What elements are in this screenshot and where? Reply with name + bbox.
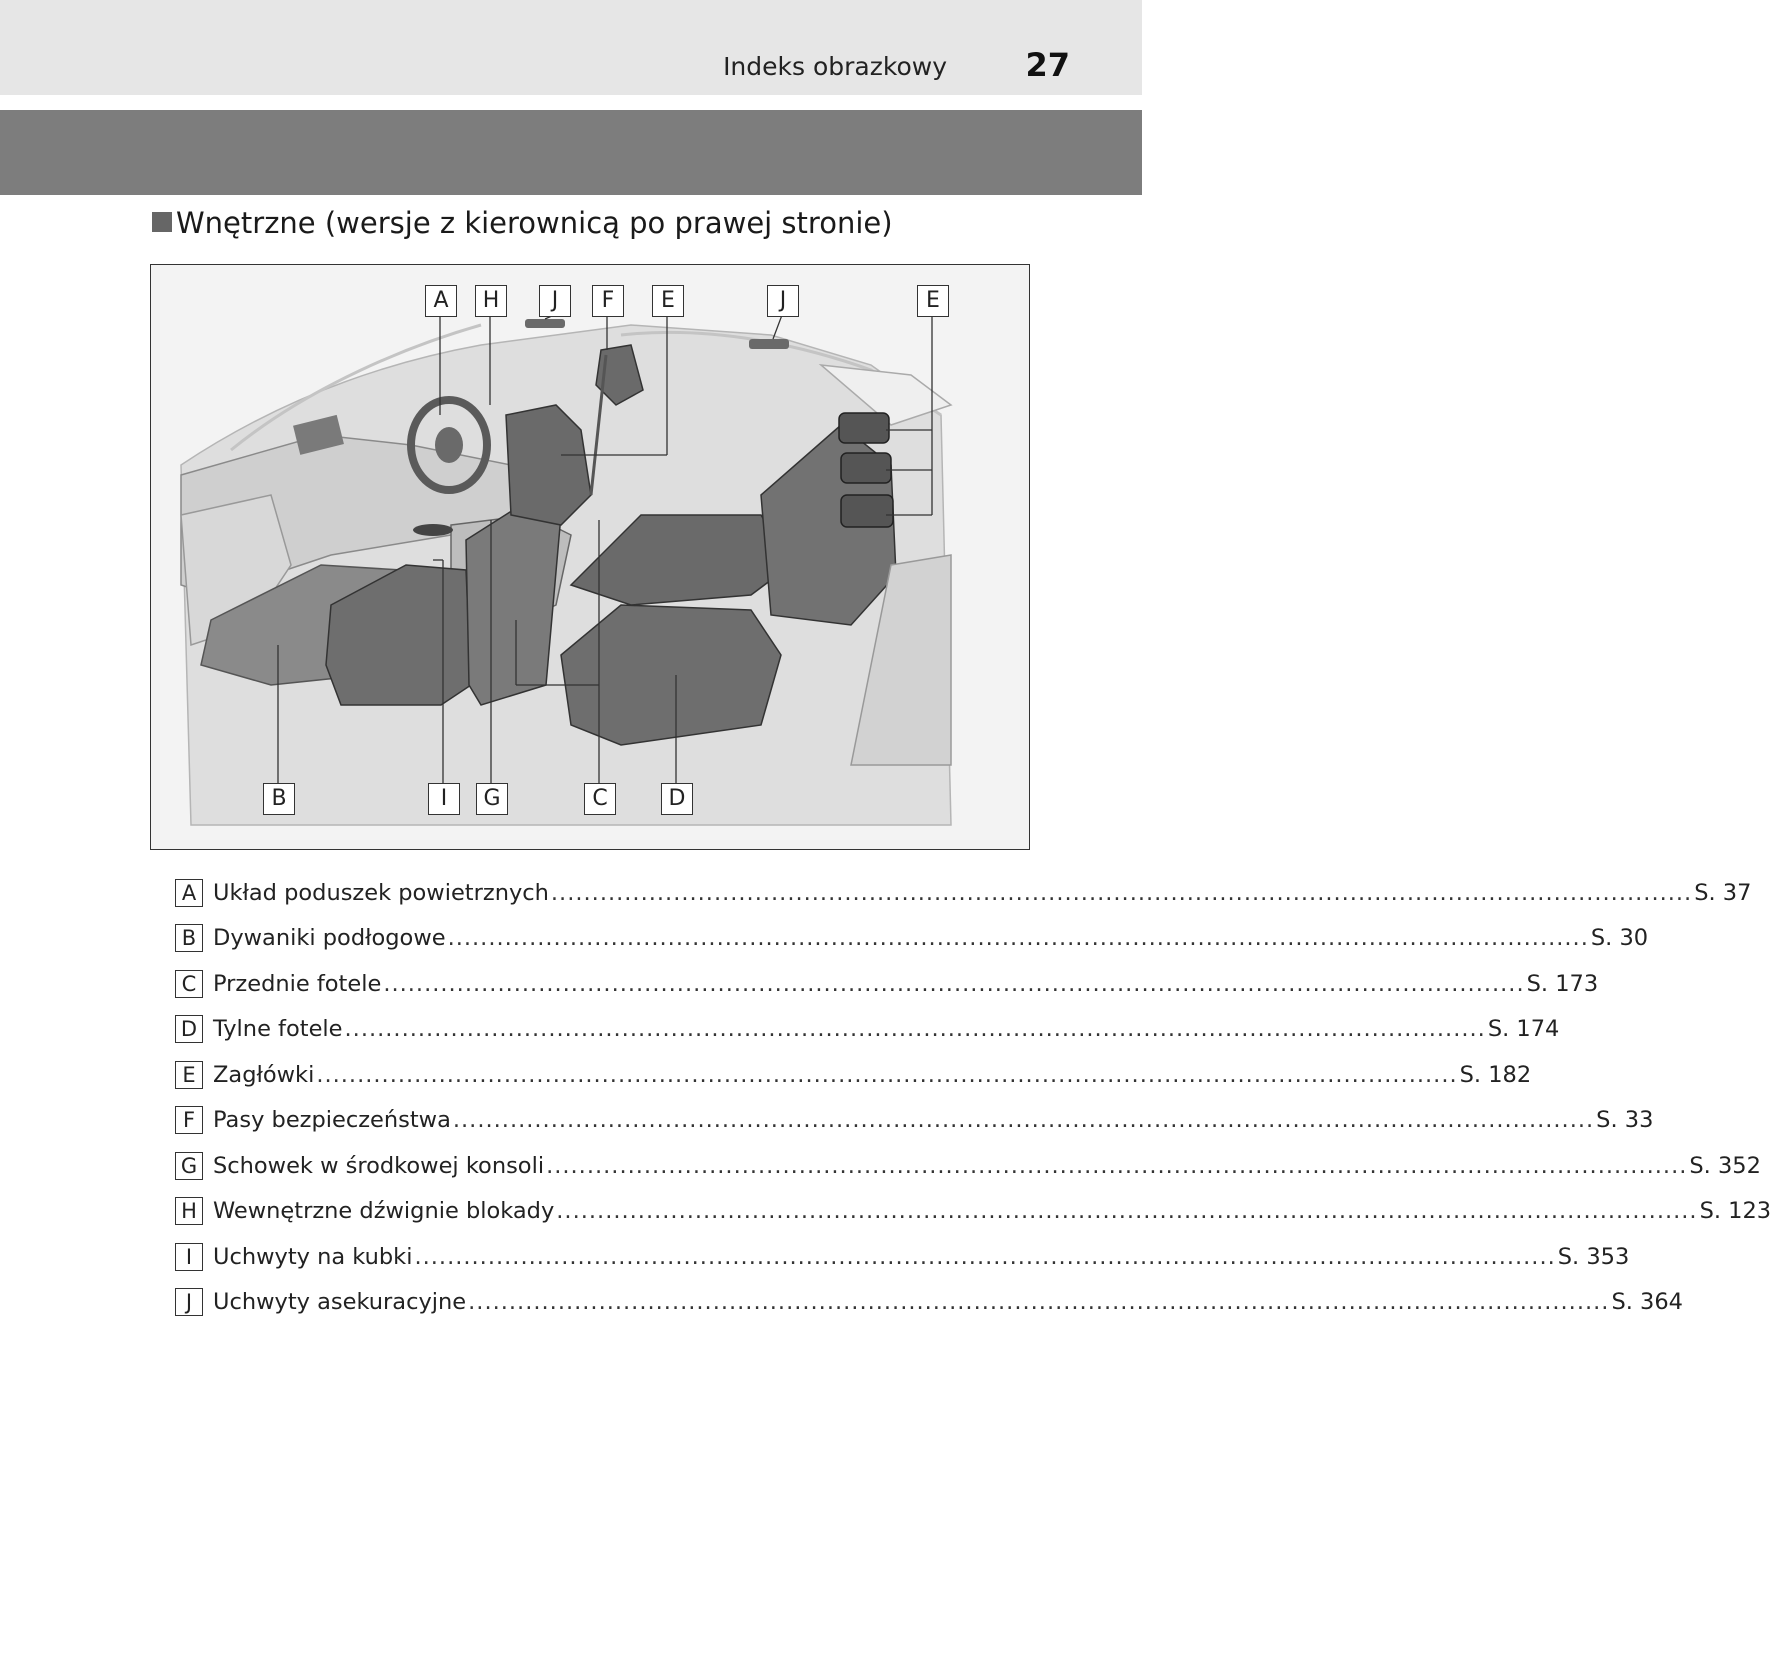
legend-row (175, 1007, 1560, 1053)
page-reference[interactable]: S. 352 (1689, 1152, 1761, 1179)
legend-label: Uchwyty na kubki (213, 1243, 413, 1270)
leader-dots: ............................................................................................................................................ (550, 879, 1693, 906)
legend-key: B (175, 924, 203, 952)
legend-row (175, 961, 1599, 1007)
page-reference[interactable]: S. 173 (1526, 970, 1599, 997)
callout-a-top: A (425, 285, 457, 317)
page-reference[interactable]: S. 30 (1590, 925, 1649, 952)
callout-e-top-2: E (917, 285, 949, 317)
legend-label: Układ poduszek powietrznych (213, 879, 549, 906)
legend-key: C (175, 970, 203, 998)
heading-square-icon (152, 212, 172, 232)
callout-j-top-1: J (539, 285, 571, 317)
page-reference[interactable]: S. 353 (1557, 1243, 1630, 1270)
legend-label: Zagłówki (213, 1061, 315, 1088)
legend-list (175, 870, 1771, 1325)
legend-label: Schowek w środkowej konsoli (213, 1152, 545, 1179)
legend-row (175, 1143, 1761, 1189)
callout-b-bottom: B (263, 783, 295, 815)
car-interior-drawing (151, 265, 1029, 849)
header-band (0, 0, 1142, 95)
legend-key: E (175, 1061, 203, 1089)
callout-g-bottom: G (476, 783, 508, 815)
legend-key: G (175, 1152, 203, 1180)
callout-c-bottom: C (584, 783, 616, 815)
chapter-band (0, 110, 1142, 195)
legend-label: Tylne fotele (213, 1016, 343, 1043)
legend-key: F (175, 1106, 203, 1134)
section-title: Indeks obrazkowy (723, 52, 947, 81)
legend-row (175, 870, 1752, 916)
callout-d-bottom: D (661, 783, 693, 815)
legend-key: H (175, 1197, 203, 1225)
callout-j-top-2: J (767, 285, 799, 317)
section-heading (152, 206, 893, 240)
leader-dots: ............................................................................................................................................ (316, 1061, 1458, 1088)
legend-row (175, 1280, 1683, 1326)
callout-h-top: H (475, 285, 507, 317)
page-reference[interactable]: S. 174 (1487, 1016, 1560, 1043)
legend-key: A (175, 879, 203, 907)
legend-label: Przednie fotele (213, 970, 382, 997)
leader-dots: ............................................................................................................................................ (447, 925, 1589, 952)
legend-key: J (175, 1288, 203, 1316)
callout-i-bottom: I (428, 783, 460, 815)
page-number: 27 (1025, 46, 1070, 84)
legend-row (175, 1098, 1654, 1144)
leader-dots: ............................................................................................................................................ (344, 1016, 1486, 1043)
leader-dots: ............................................................................................................................................ (468, 1289, 1610, 1316)
legend-key: I (175, 1243, 203, 1271)
leader-dots: ............................................................................................................................................ (452, 1107, 1595, 1134)
legend-label: Uchwyty asekuracyjne (213, 1289, 467, 1316)
legend-row (175, 1052, 1532, 1098)
page-reference[interactable]: S. 182 (1459, 1061, 1532, 1088)
leader-dots: ............................................................................................................................................ (546, 1152, 1688, 1179)
leader-dots: ............................................................................................................................................ (414, 1243, 1556, 1270)
legend-key: D (175, 1015, 203, 1043)
legend-row (175, 916, 1649, 962)
heading-text: Wnętrzne (wersje z kierownicą po prawej stronie) (176, 206, 893, 240)
page-reference[interactable]: S. 33 (1596, 1107, 1654, 1134)
legend-label: Pasy bezpieczeństwa (213, 1107, 451, 1134)
legend-label: Dywaniki podłogowe (213, 925, 446, 952)
callout-e-top-1: E (652, 285, 684, 317)
interior-illustration (150, 264, 1030, 850)
legend-row (175, 1234, 1630, 1280)
legend-row (175, 1189, 1771, 1235)
page-reference[interactable]: S. 364 (1611, 1289, 1683, 1316)
callout-f-top: F (592, 285, 624, 317)
legend-label: Wewnętrzne dźwignie blokady (213, 1198, 555, 1225)
leader-dots: ............................................................................................................................................ (556, 1198, 1698, 1225)
page-reference[interactable]: S. 37 (1694, 879, 1752, 906)
page-reference[interactable]: S. 123 (1699, 1198, 1771, 1225)
leader-dots: ............................................................................................................................................ (383, 970, 1525, 997)
